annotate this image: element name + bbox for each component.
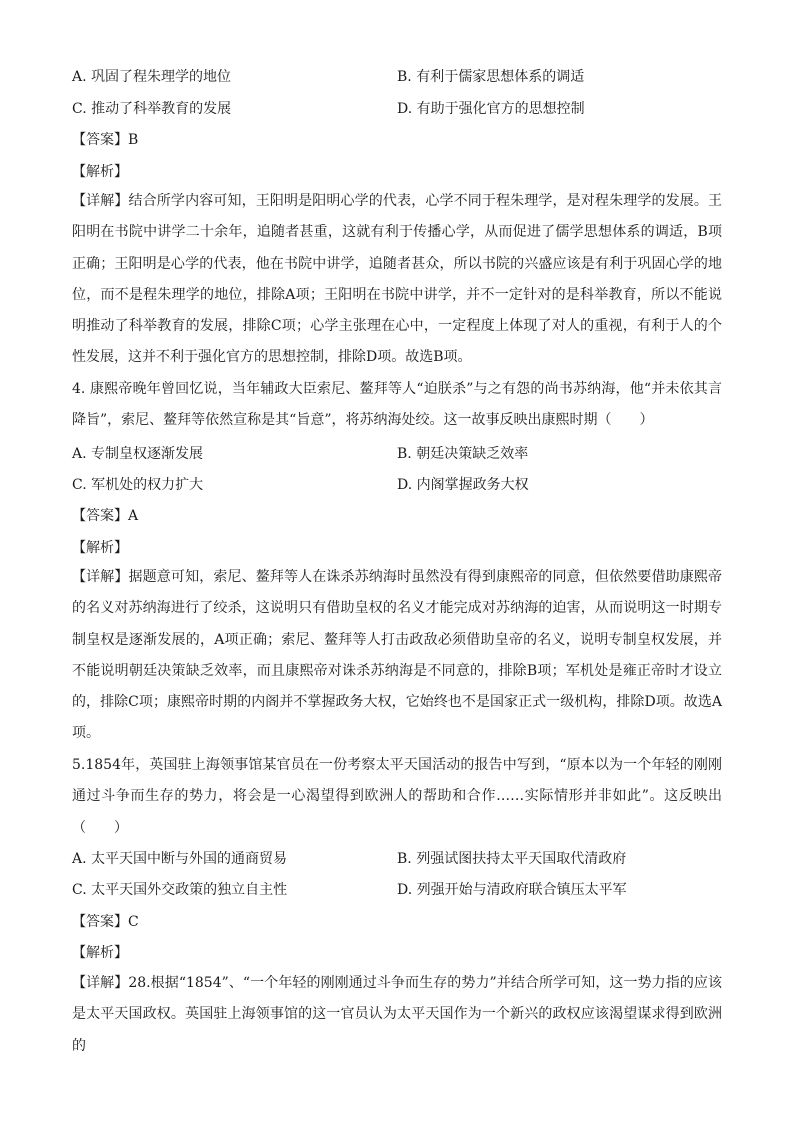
q3-option-c: C. 推动了科举教育的发展 (72, 101, 232, 117)
q4-stem: 4. 康熙帝晚年曾回忆说，当年辅政大臣索尼、鳌拜等人“迫朕杀”与之有怨的尚书苏纳海，他“并未依其言降旨”，索尼、鳌拜等依然宣称是其“旨意”，将苏纳海处绞。这一故事反映出康熙时期（ ） (72, 381, 722, 429)
q5-answer: 【答案】C (72, 914, 139, 930)
q4-option-d: D. 内阁掌握政务大权 (397, 477, 529, 493)
q4-option-a: A. 专制皇权逐渐发展 (72, 446, 204, 462)
q5-detail: 【详解】28.根据“1854”、“一个年轻的刚刚通过斗争而生存的势力”并结合所学可知，这一势力指的应该是太平天国政权。英国驻上海领事馆的这一官员认为太平天国作为一个新兴的政权应该渴望谋求得到欧洲的 (72, 975, 722, 1054)
q3-option-a: A. 巩固了程朱理学的地位 (72, 69, 232, 85)
q3-options-row-1 (72, 66, 722, 90)
q4-options-row-2 (72, 474, 722, 498)
q5-analysis-label: 【解析】 (72, 945, 128, 961)
q3-option-d: D. 有助于强化官方的思想控制 (397, 101, 585, 117)
q4-answer: 【答案】A (72, 508, 139, 524)
q4-analysis-label: 【解析】 (72, 540, 128, 556)
q3-answer: 【答案】B (72, 132, 139, 148)
q4-option-c: C. 军机处的权力扩大 (72, 477, 204, 493)
q5-option-b: B. 列强试图扶持太平天国取代清政府 (397, 851, 627, 867)
q5-option-a: A. 太平天国中断与外国的通商贸易 (72, 851, 288, 867)
q5-stem: 5.1854年，英国驻上海领事馆某官员在一份考察太平天国活动的报告中写到，“原本以为一个年轻的刚刚通过斗争而生存的势力，将会是一心渴望得到欧洲人的帮助和合作……实际情形并非如此”。这反映出（ ） (72, 757, 722, 836)
q5-option-d: D. 列强开始与清政府联合镇压太平军 (397, 882, 627, 898)
q5-options-row-1 (72, 848, 722, 872)
q3-option-b: B. 有利于儒家思想体系的调适 (397, 69, 585, 85)
q3-analysis-label: 【解析】 (72, 164, 128, 180)
q5-options-row-2 (72, 879, 722, 903)
q4-options-row-1 (72, 443, 722, 467)
q3-options-row-2 (72, 98, 722, 122)
q4-detail: 【详解】据题意可知，索尼、鳌拜等人在诛杀苏纳海时虽然没有得到康熙帝的同意，但依然要借助康熙帝的名义对苏纳海进行了绞杀，这说明只有借助皇权的名义才能完成对苏纳海的迫害，从而说明这一时期专制皇权是逐渐发展的，A项正确；索尼、鳌拜等人打击政敌必须借助皇帝的名义，说明专制皇权发展，并不能说明朝廷决策缺乏效率，而且康熙帝对诛杀苏纳海是不同意的，排除B项；军机处是雍正帝时才设立的，排除C项；康熙帝时期的内阁并不掌握政务大权，它始终也不是国家正式一级机构，排除D项。故选A项。 (72, 569, 722, 742)
q5-option-c: C. 太平天国外交政策的独立自主性 (72, 882, 288, 898)
q4-option-b: B. 朝廷决策缺乏效率 (397, 446, 529, 462)
q3-detail: 【详解】结合所学内容可知，王阳明是阳明心学的代表，心学不同于程朱理学，是对程朱理学的发展。王阳明在书院中讲学二十余年，追随者甚重，这就有利于传播心学，从而促进了儒学思想体系的调适，B项正确；王阳明是心学的代表，他在书院中讲学，追随者甚众，所以书院的兴盛应该是有利于巩固心学的地位，而不是程朱理学的地位，排除A项；王阳明在书院中讲学，并不一定针对的是科举教育，所以不能说明推动了科举教育的发展，排除C项；心学主张理在心中，一定程度上体现了对人的重视，有利于人的个性发展，这并不利于强化官方的思想控制，排除D项。故选B项。 (72, 193, 722, 366)
